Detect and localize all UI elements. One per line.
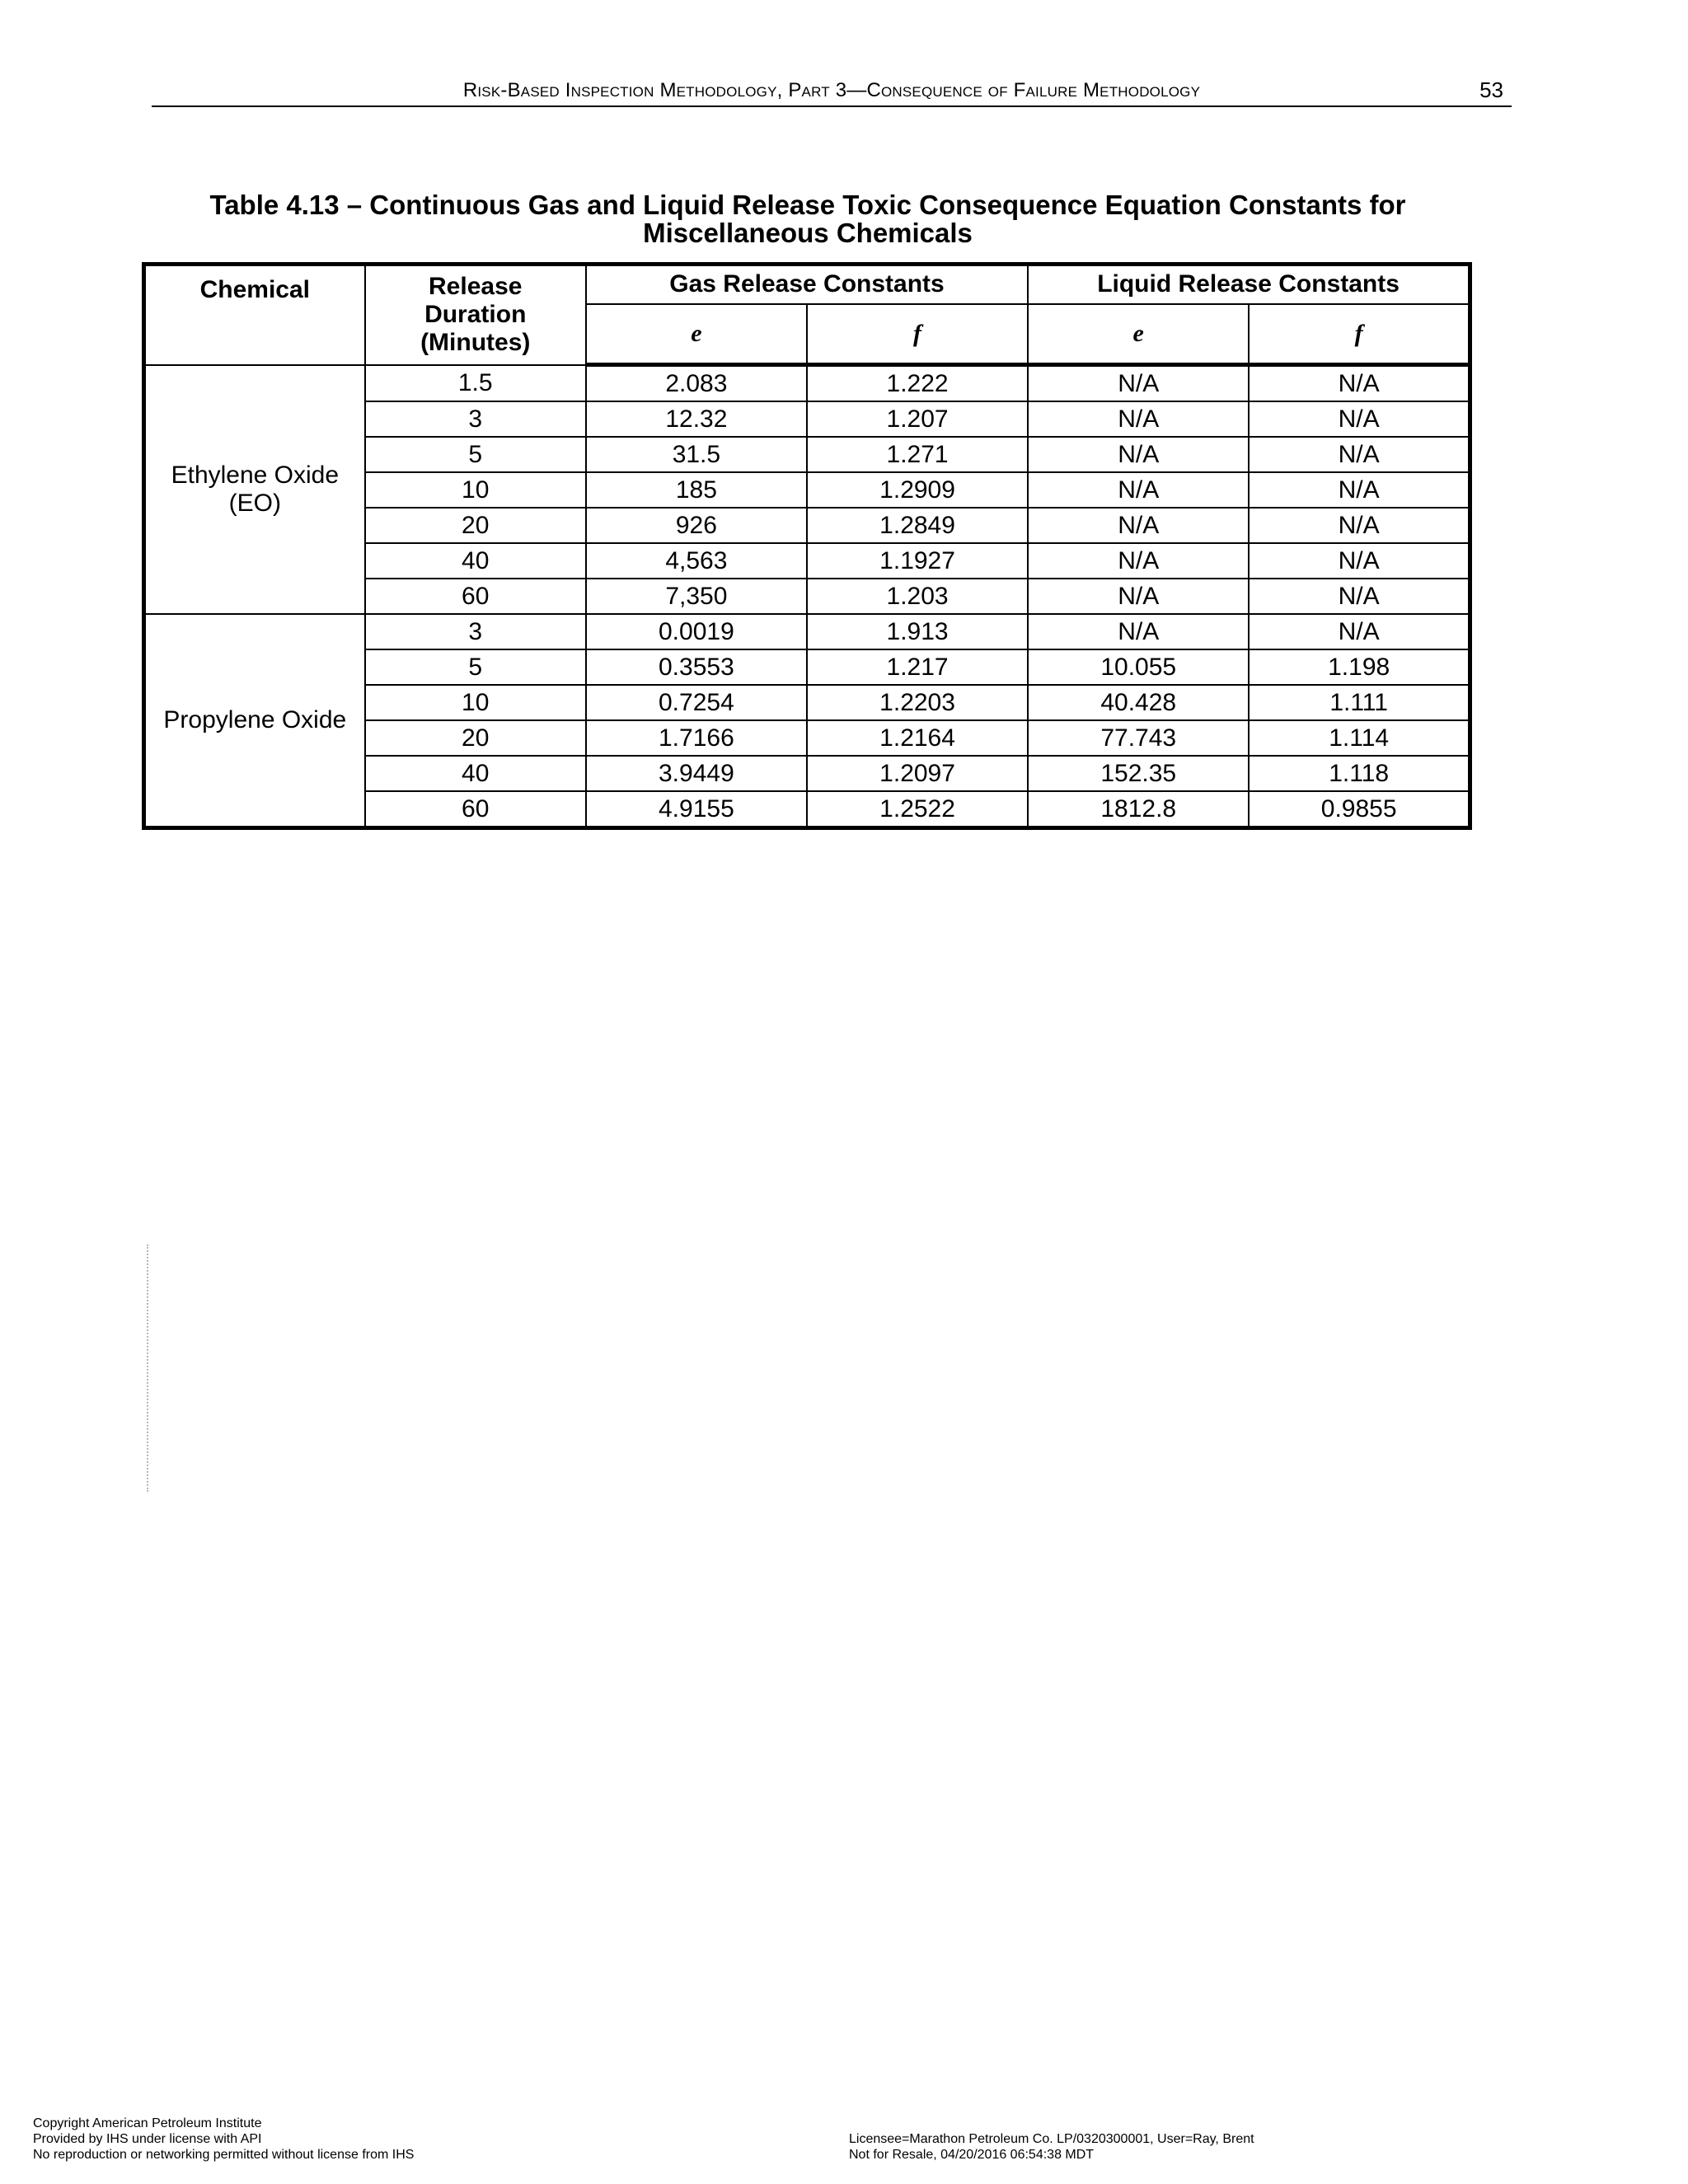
gas-f-cell: 1.913	[807, 614, 1028, 649]
gas-e-cell: 185	[586, 472, 807, 508]
release-duration-cell: 60	[365, 579, 586, 614]
header-gas-f: f	[807, 304, 1028, 365]
release-duration-cell: 10	[365, 685, 586, 720]
gas-e-cell: 31.5	[586, 437, 807, 472]
gas-f-cell: 1.271	[807, 437, 1028, 472]
header-chemical: Chemical	[144, 265, 365, 365]
header-gas-e: e	[586, 304, 807, 365]
gas-f-cell: 1.2203	[807, 685, 1028, 720]
liquid-f-cell: N/A	[1249, 614, 1470, 649]
constants-table	[142, 262, 1472, 830]
release-duration-cell: 20	[365, 720, 586, 756]
gas-e-cell: 926	[586, 508, 807, 543]
gas-e-cell: 3.9449	[586, 756, 807, 791]
gas-e-cell: 0.7254	[586, 685, 807, 720]
liquid-e-cell: 10.055	[1028, 649, 1249, 685]
footer-license	[849, 2116, 1254, 2163]
gas-e-cell: 4,563	[586, 543, 807, 579]
liquid-e-cell: N/A	[1028, 365, 1249, 402]
liquid-e-cell: N/A	[1028, 579, 1249, 614]
liquid-f-cell: N/A	[1249, 508, 1470, 543]
gas-e-cell: 1.7166	[586, 720, 807, 756]
liquid-f-cell: N/A	[1249, 472, 1470, 508]
gas-f-cell: 1.2522	[807, 791, 1028, 828]
liquid-f-cell: 1.114	[1249, 720, 1470, 756]
footer-right-line-3: Not for Resale, 04/20/2016 06:54:38 MDT	[849, 2148, 1095, 2162]
chemical-name-line: (EO)	[228, 489, 281, 517]
gas-f-cell: 1.2164	[807, 720, 1028, 756]
header-liquid-e: e	[1028, 304, 1249, 365]
liquid-f-cell: 1.198	[1249, 649, 1470, 685]
header-release-duration-line-3: (Minutes)	[420, 329, 531, 357]
gas-f-cell: 1.217	[807, 649, 1028, 685]
gas-f-cell: 1.2097	[807, 756, 1028, 791]
release-duration-cell: 3	[365, 401, 586, 437]
liquid-e-cell: 77.743	[1028, 720, 1249, 756]
table-row	[144, 365, 1470, 402]
release-duration-cell: 1.5	[365, 365, 586, 402]
liquid-f-cell: N/A	[1249, 579, 1470, 614]
release-duration-cell: 40	[365, 756, 586, 791]
liquid-f-cell: 0.9855	[1249, 791, 1470, 828]
gas-f-cell: 1.203	[807, 579, 1028, 614]
liquid-f-cell: N/A	[1249, 401, 1470, 437]
gas-e-cell: 4.9155	[586, 791, 807, 828]
header-liquid-f: f	[1249, 304, 1470, 365]
header-liquid-release-constants: Liquid Release Constants	[1028, 265, 1470, 304]
release-duration-cell: 5	[365, 437, 586, 472]
gas-f-cell: 1.222	[807, 365, 1028, 402]
footer-left-line-3: No reproduction or networking permitted without license from IHS	[33, 2148, 415, 2162]
liquid-e-cell: N/A	[1028, 543, 1249, 579]
running-header	[152, 79, 1512, 107]
footer-left-line-1: Copyright American Petroleum Institute	[33, 2116, 262, 2130]
gas-e-cell: 7,350	[586, 579, 807, 614]
liquid-e-cell: 1812.8	[1028, 791, 1249, 828]
gas-f-cell: 1.207	[807, 401, 1028, 437]
table-caption-line-1: Table 4.13 – Continuous Gas and Liquid Release Toxic Consequence Equation Constants for	[209, 190, 1406, 220]
liquid-f-cell: 1.111	[1249, 685, 1470, 720]
liquid-f-cell: N/A	[1249, 365, 1470, 402]
gas-f-cell: 1.1927	[807, 543, 1028, 579]
header-gas-release-constants: Gas Release Constants	[586, 265, 1028, 304]
release-duration-cell: 10	[365, 472, 586, 508]
liquid-f-cell: 1.118	[1249, 756, 1470, 791]
chemical-name-cell	[144, 614, 365, 828]
liquid-e-cell: N/A	[1028, 437, 1249, 472]
liquid-e-cell: 40.428	[1028, 685, 1249, 720]
liquid-e-cell: 152.35	[1028, 756, 1249, 791]
header-release-duration-line-1: Release	[429, 273, 523, 301]
table-row	[144, 614, 1470, 649]
chemical-name-cell	[144, 365, 365, 615]
header-release-duration	[365, 265, 586, 365]
gas-e-cell: 12.32	[586, 401, 807, 437]
footer-copyright	[33, 2116, 414, 2163]
release-duration-cell: 60	[365, 791, 586, 828]
gas-f-cell: 1.2909	[807, 472, 1028, 508]
gas-e-cell: 0.3553	[586, 649, 807, 685]
chemical-name-line: Propylene Oxide	[163, 706, 347, 733]
liquid-e-cell: N/A	[1028, 401, 1249, 437]
liquid-e-cell: N/A	[1028, 508, 1249, 543]
liquid-e-cell: N/A	[1028, 614, 1249, 649]
liquid-e-cell: N/A	[1028, 472, 1249, 508]
footer-right-line-2: Licensee=Marathon Petroleum Co. LP/0320300001, User=Ray, Brent	[849, 2132, 1254, 2146]
gas-e-cell: 2.083	[586, 365, 807, 402]
header-release-duration-line-2: Duration	[424, 301, 527, 329]
page-number: 53	[1479, 77, 1503, 102]
release-duration-cell: 20	[365, 508, 586, 543]
table-caption	[140, 191, 1475, 247]
margin-marks	[147, 1244, 150, 1492]
liquid-f-cell: N/A	[1249, 543, 1470, 579]
release-duration-cell: 40	[365, 543, 586, 579]
footer-left-line-2: Provided by IHS under license with API	[33, 2132, 262, 2146]
liquid-f-cell: N/A	[1249, 437, 1470, 472]
gas-f-cell: 1.2849	[807, 508, 1028, 543]
running-header-title: Risk-Based Inspection Methodology, Part 3—Consequence of Failure Methodology	[462, 79, 1201, 101]
chemical-name-line: Ethylene Oxide	[171, 461, 340, 489]
table-caption-line-2: Miscellaneous Chemicals	[643, 218, 973, 248]
table-body	[144, 365, 1470, 828]
release-duration-cell: 3	[365, 614, 586, 649]
gas-e-cell: 0.0019	[586, 614, 807, 649]
release-duration-cell: 5	[365, 649, 586, 685]
footer-right-line-1	[849, 2116, 1254, 2131]
